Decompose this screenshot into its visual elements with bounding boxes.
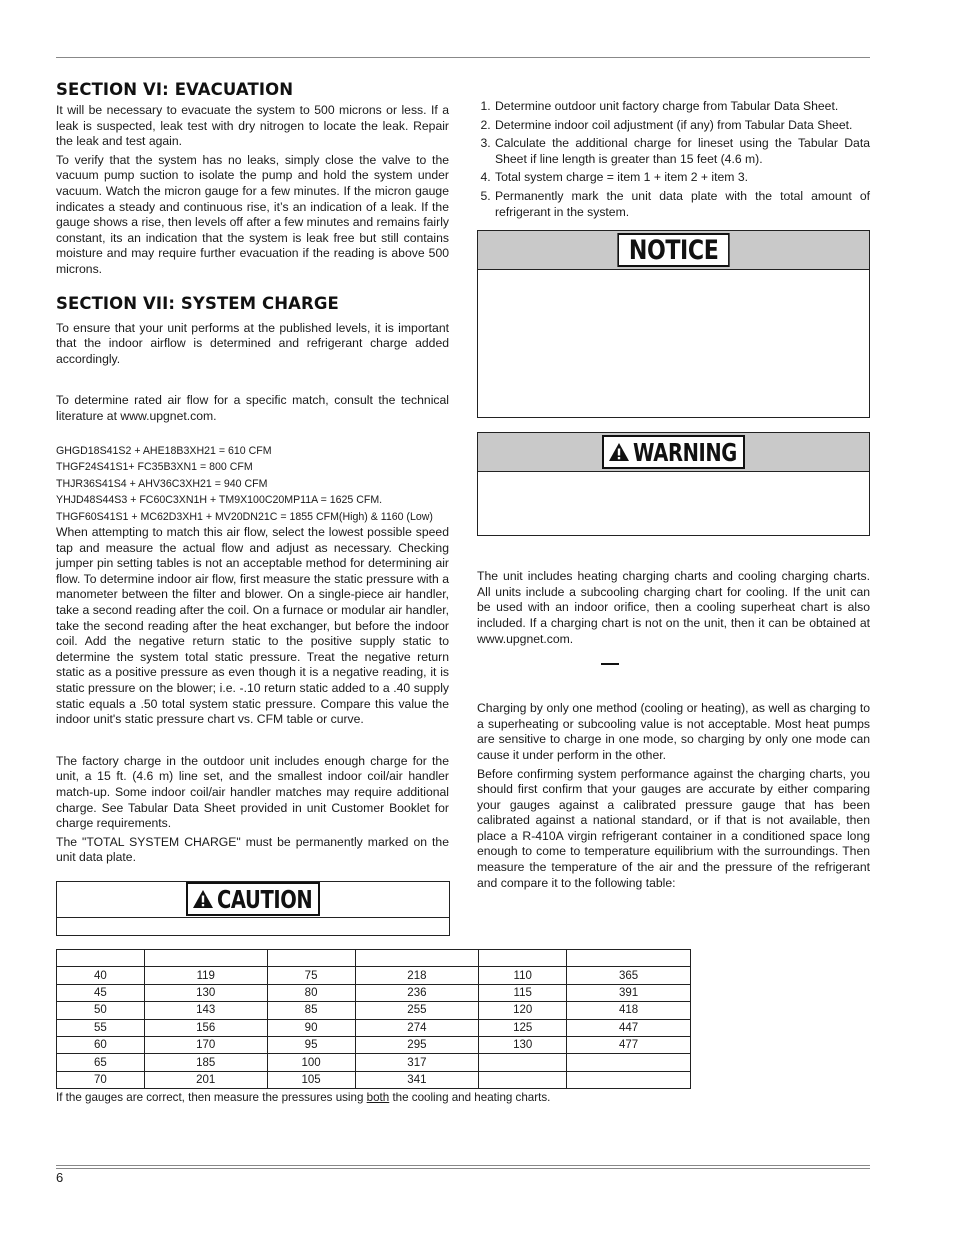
evacuation-paragraph-2: To verify that the system has no leaks, simply close the valve to the vacuum pump suction to isolate the pump and hold the system under vacuum. Watch the micron gauge for a few minutes. If the micron gauge indicates a steady and continuous rise, it’s an indication of a leak. If the gauge shows a rise, then levels off after a few minutes and remains fairly constant, its an indication that the system is leak free but still contains moisture and may require further evacuation if the reading is above 500 microns. <box>56 152 449 276</box>
table-cell: 317 <box>355 1054 479 1071</box>
table-cell <box>567 1054 691 1071</box>
top-rule <box>56 57 870 58</box>
table-row <box>57 1071 691 1088</box>
table-cell: 130 <box>144 984 267 1001</box>
table-cell: 236 <box>355 984 479 1001</box>
list-item: 2. Determine indoor coil adjustment (if any) from Tabular Data Sheet. <box>494 118 870 134</box>
table-cell: 255 <box>355 1002 479 1019</box>
system-charge-paragraph-5: The "TOTAL SYSTEM CHARGE" must be permanently marked on the unit data plate. <box>56 834 449 865</box>
table-cell: 156 <box>144 1019 267 1036</box>
table-cell: 391 <box>567 984 691 1001</box>
charts-paragraph-1: The unit includes heating charging charts and cooling charging charts. All units include a subcooling charging chart for cooling. If the unit can be used with an indoor orifice, then a cooling superheat chart is also included. If a charging chart is not on the unit, then it can be obtained at www.upgnet.com. <box>477 569 870 646</box>
table-cell: 85 <box>267 1002 355 1019</box>
airflow-match: YHJD48S44S3 + FC60C3XN1H + TM9X100C20MP11A = 1625 CFM. <box>56 494 383 506</box>
warning-label <box>602 435 744 469</box>
system-charge-paragraph-3: When attempting to match this air flow, select the lowest possible speed tap and measure the actual flow and adjust as necessary. Checking jumper pin setting tables is not an acceptable method for determining air flow. To determine indoor air flow, first measure the static pressure with a manometer between the filter and blower. On a single-piece air handler, take a second reading after the coil. On a furnace or modular air handler, take the second reading after the heat exchanger, but before the indoor coil. Add the negative return static to the positive supply static to determine the system total static pressure. Treat the negative return static as a positive pressure as even though it is a negative reading, it is static pressure on the blower; i.e. -.10 return static added to a .40 supply static equals a .50 total system static pressure. Compare this value the indoor unit's static pressure chart vs. CFM table or curve. <box>56 525 449 727</box>
charge-steps-list <box>477 99 870 220</box>
table-cell: 95 <box>267 1036 355 1053</box>
system-charge-paragraph-2: To determine rated air flow for a specific match, consult the technical literature at www.upgnet.com. <box>56 393 449 423</box>
page-number: 6 <box>56 1170 64 1185</box>
table-cell: 185 <box>144 1054 267 1071</box>
table-cell: 201 <box>144 1071 267 1088</box>
evacuation-paragraph-1: It will be necessary to evacuate the system to 500 microns or less. If a leak is suspected, leak test with dry nitrogen to locate the leak. Repair the leak and test again. <box>56 103 449 149</box>
charts-paragraph-3: Before confirming system performance against the charging charts, you should first confirm that your gauges are accurate by either comparing your gauges against a calibrated pressure gauge that has been calibrated against a national standard, or if that is not available, then place a R-410A virgin refrigerant container in a conditioned space long enough to come to temperature equilibrium with the surroundings. Then measure the temperature of the air and the pressure of the refrigerant and compare it to the following table: <box>477 766 870 890</box>
table-cell: 418 <box>567 1002 691 1019</box>
bottom-rule <box>56 1165 870 1166</box>
table-cell: 40 <box>57 967 145 984</box>
table-cell: 365 <box>567 967 691 984</box>
caution-text: CAUTION <box>217 884 313 914</box>
right-column <box>477 99 870 894</box>
table-cell: 80 <box>267 984 355 1001</box>
table-cell: 50 <box>57 1002 145 1019</box>
pressure-temperature-table <box>56 949 691 1089</box>
table-cell: 170 <box>144 1036 267 1053</box>
evacuation-heading: SECTION VI: EVACUATION <box>56 80 294 99</box>
notice-header <box>478 231 869 270</box>
table-footnote <box>56 1091 550 1104</box>
table-cell <box>479 1054 567 1071</box>
table-row <box>57 984 691 1001</box>
table-cell: 75 <box>267 967 355 984</box>
charts-paragraph-2: Charging by only one method (cooling or heating), as well as charging to a superheating or subcooling value is not acceptable. Most heat pumps are sensitive to charge in one mode, so charging by only one mode can cause it under perform in the other. <box>477 701 870 762</box>
footnote-text-end: the cooling and heating charts. <box>389 1091 551 1104</box>
table-cell: 65 <box>57 1054 145 1071</box>
airflow-match: GHGD18S41S2 + AHE18B3XH21 = 610 CFM <box>56 444 272 457</box>
warning-header <box>478 433 869 472</box>
bottom-rule <box>56 1168 870 1169</box>
table-row <box>57 1019 691 1036</box>
table-row <box>57 1002 691 1019</box>
divider-dash <box>601 663 619 665</box>
footnote-emphasis: both <box>366 1091 390 1104</box>
caution-label <box>186 882 319 916</box>
warning-text: WARNING <box>633 437 738 467</box>
airflow-match-list <box>56 443 449 526</box>
table-cell: 119 <box>144 967 267 984</box>
airflow-match: THGF60S41S1 + MC62D3XH1 + MV20DN21C = 1855 CFM(High) & 1160 (Low) <box>56 510 433 523</box>
table-cell: 45 <box>57 984 145 1001</box>
left-column <box>56 80 449 936</box>
table-cell: 120 <box>479 1002 567 1019</box>
table-cell: 125 <box>479 1019 567 1036</box>
warning-triangle-icon <box>608 442 630 462</box>
table-cell: 143 <box>144 1002 267 1019</box>
notice-box <box>477 230 870 418</box>
caution-header <box>57 882 449 918</box>
table-cell: 105 <box>267 1071 355 1088</box>
caution-box <box>56 881 450 936</box>
table-cell: 90 <box>267 1019 355 1036</box>
table-header-row <box>57 950 691 967</box>
table-cell: 60 <box>57 1036 145 1053</box>
table-cell: 295 <box>355 1036 479 1053</box>
table-cell <box>479 1071 567 1088</box>
table-cell <box>567 1071 691 1088</box>
table-cell: 447 <box>567 1019 691 1036</box>
table-row <box>57 967 691 984</box>
table-cell: 274 <box>355 1019 479 1036</box>
table-cell: 115 <box>479 984 567 1001</box>
list-item: 5. Permanently mark the unit data plate with the total amount of refrigerant in the system. <box>494 189 870 220</box>
system-charge-paragraph-4: The factory charge in the outdoor unit includes enough charge for the unit, a 15 ft. (4.6 m) line set, and the smallest indoor coil/air handler match-up. Some indoor coil/air handler matches may require additional charge. See Tabular Data Sheet provided in unit Customer Booklet for charge requirements. <box>56 753 449 831</box>
table-row <box>57 1036 691 1053</box>
airflow-match: THGF24S41S1+ FC35B3XN1 = 800 CFM <box>56 461 253 473</box>
warning-triangle-icon <box>192 889 214 909</box>
airflow-match: THJR36S41S4 + AHV36C3XH21 = 940 CFM <box>56 477 268 490</box>
table-row <box>57 1054 691 1071</box>
system-charge-heading: SECTION VII: SYSTEM CHARGE <box>56 293 339 313</box>
footnote-text: If the gauges are correct, then measure the pressures using <box>56 1091 367 1104</box>
list-item: 4. Total system charge = item 1 + item 2 + item 3. <box>494 170 870 186</box>
list-item: 3. Calculate the additional charge for lineset using the Tabular Data Sheet if line length is greater than 15 feet (4.6 m). <box>494 136 870 167</box>
table-cell: 218 <box>355 967 479 984</box>
table-cell: 100 <box>267 1054 355 1071</box>
table-cell: 110 <box>479 967 567 984</box>
table-cell: 341 <box>355 1071 479 1088</box>
notice-label: NOTICE <box>617 233 730 267</box>
list-item: 1. Determine outdoor unit factory charge from Tabular Data Sheet. <box>494 99 870 115</box>
table-cell: 477 <box>567 1036 691 1053</box>
table-cell: 130 <box>479 1036 567 1053</box>
warning-box <box>477 432 870 536</box>
table-cell: 70 <box>57 1071 145 1088</box>
table-cell: 55 <box>57 1019 145 1036</box>
system-charge-paragraph-1: To ensure that your unit performs at the published levels, it is important that the indoor airflow is determined and refrigerant charge added accordingly. <box>56 320 449 366</box>
